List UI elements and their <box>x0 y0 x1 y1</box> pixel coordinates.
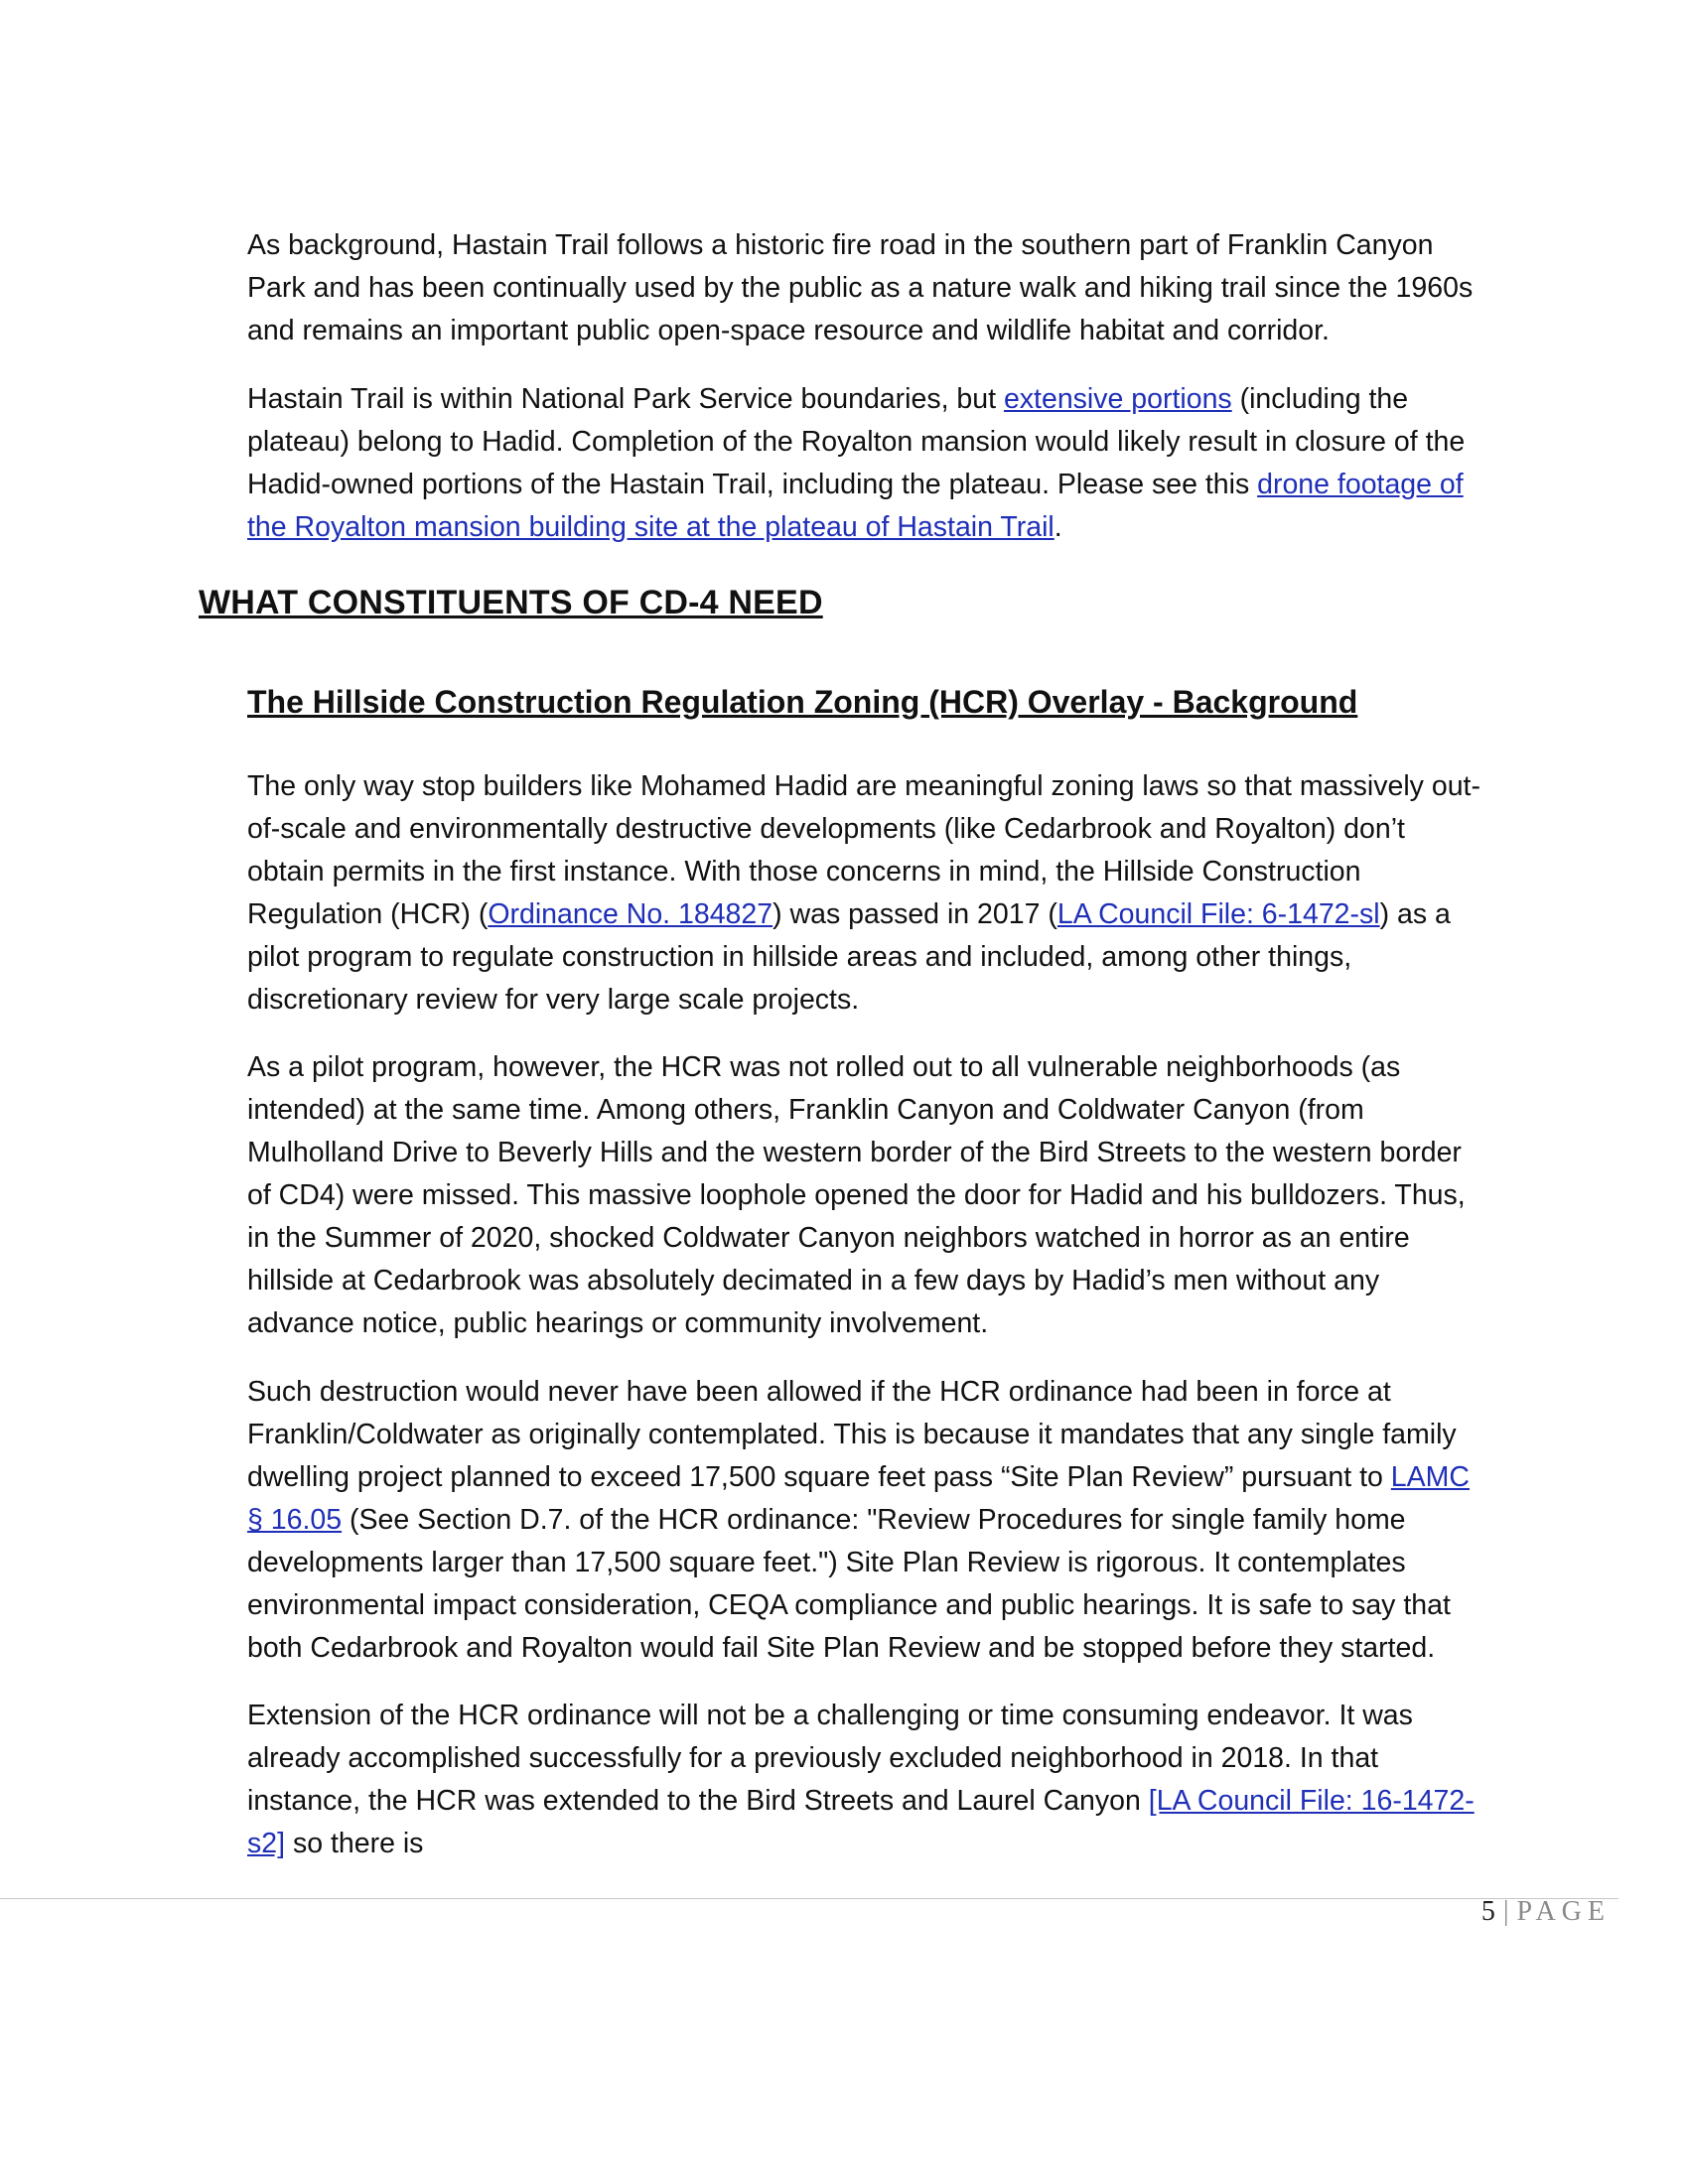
paragraph-extension <box>247 1695 1488 1865</box>
subsection-heading: The Hillside Construction Regulation Zoning (HCR) Overlay - Background <box>247 684 1358 720</box>
paragraph-text: . <box>1054 511 1062 543</box>
ordinance-link[interactable]: Ordinance No. 184827 <box>488 898 774 930</box>
footer-separator: | <box>1502 1896 1509 1927</box>
paragraph-text: Extension of the HCR ordinance will not be a challenging or time consuming endeavor. It was already accomplished successfully for a previously excluded neighborhood in 2018. In that instance, the HCR was extended to the Bird Streets and Laurel Canyon <box>247 1700 1413 1817</box>
extensive-portions-link[interactable]: extensive portions <box>1003 383 1232 415</box>
drone-footage-link[interactable]: drone footage of the Royalton mansion building site at the plateau of Hastain Trail <box>247 469 1464 543</box>
paragraph-text: ) was passed in 2017 ( <box>773 898 1057 930</box>
paragraph-text: As a pilot program, however, the HCR was not rolled out to all vulnerable neighborhoods (as intended) at the same time. Among others, Franklin Canyon and Coldwater Canyon (from Mulholland Drive to Beverly Hills and the western border of the Bird Streets to the western border of CD4) were missed. This massive loophole opened the door for Hadid and his bulldozers. Thus, in the Summer of 2020, shocked Coldwater Canyon neighbors watched in horror as an entire hillside at Cedarbrook was absolutely decimated in a few days by Hadid’s men without any advance notice, public hearings or community involvement. <box>247 1051 1466 1339</box>
page-number: 5 <box>1480 1896 1495 1927</box>
page-label: PAGE <box>1516 1896 1611 1927</box>
paragraph-hcr-intro <box>247 765 1488 1022</box>
paragraph-text: so there is <box>285 1828 424 1859</box>
paragraph-text: (including the plateau) belong to Hadid. Completion of the Royalton mansion would likely result in closure of the Hadid-owned portions of the Hastain Trail, including the plateau. Please see this <box>247 383 1466 500</box>
paragraph-text: Hastain Trail is within National Park Service boundaries, but <box>247 383 1004 415</box>
paragraph-site-plan-review <box>247 1371 1488 1670</box>
section-heading: WHAT CONSTITUENTS OF CD-4 NEED <box>199 584 823 621</box>
council-file-s2-link[interactable]: [LA Council File: 16-1472-s2] <box>247 1785 1475 1859</box>
paragraph-text: ) as a pilot program to regulate construction in hillside areas and included, among other things, discretionary review for very large scale projects. <box>247 898 1451 1016</box>
page-footer <box>1481 1892 1611 1932</box>
paragraph-background <box>247 224 1488 352</box>
paragraph-hastain-trail <box>247 378 1488 549</box>
paragraph-text: (See Section D.7. of the HCR ordinance: "Review Procedures for single family home developments larger than 17,500 square feet.") Site Plan Review is rigorous. It contemplates environmental impact consideration, CEQA compliance and public hearings. It is safe to say that both Cedarbrook and Royalton would fail Site Plan Review and be stopped before they started. <box>247 1504 1451 1664</box>
lamc-link[interactable]: LAMC § 16.05 <box>247 1461 1470 1536</box>
paragraph-pilot-program <box>247 1046 1488 1345</box>
footer-divider <box>0 1898 1618 1899</box>
paragraph-text: Such destruction would never have been allowed if the HCR ordinance had been in force at Franklin/Coldwater as originally contemplated. This is because it mandates that any single family dwelling project planned to exceed 17,500 square feet pass “Site Plan Review” pursuant to <box>247 1376 1457 1493</box>
council-file-link[interactable]: LA Council File: 6-1472-sl <box>1056 898 1380 930</box>
paragraph-text: As background, Hastain Trail follows a historic fire road in the southern part of Franklin Canyon Park and has been continually used by the public as a nature walk and hiking trail since the 1960s and remains an important public open-space resource and wildlife habitat and corridor. <box>247 229 1474 346</box>
paragraph-text: The only way stop builders like Mohamed Hadid are meaningful zoning laws so that massively out-of-scale and environmentally destructive developments (like Cedarbrook and Royalton) don’t obtain permits in the first instance. With those concerns in mind, the Hillside Construction Regulation (HCR) ( <box>247 770 1480 930</box>
